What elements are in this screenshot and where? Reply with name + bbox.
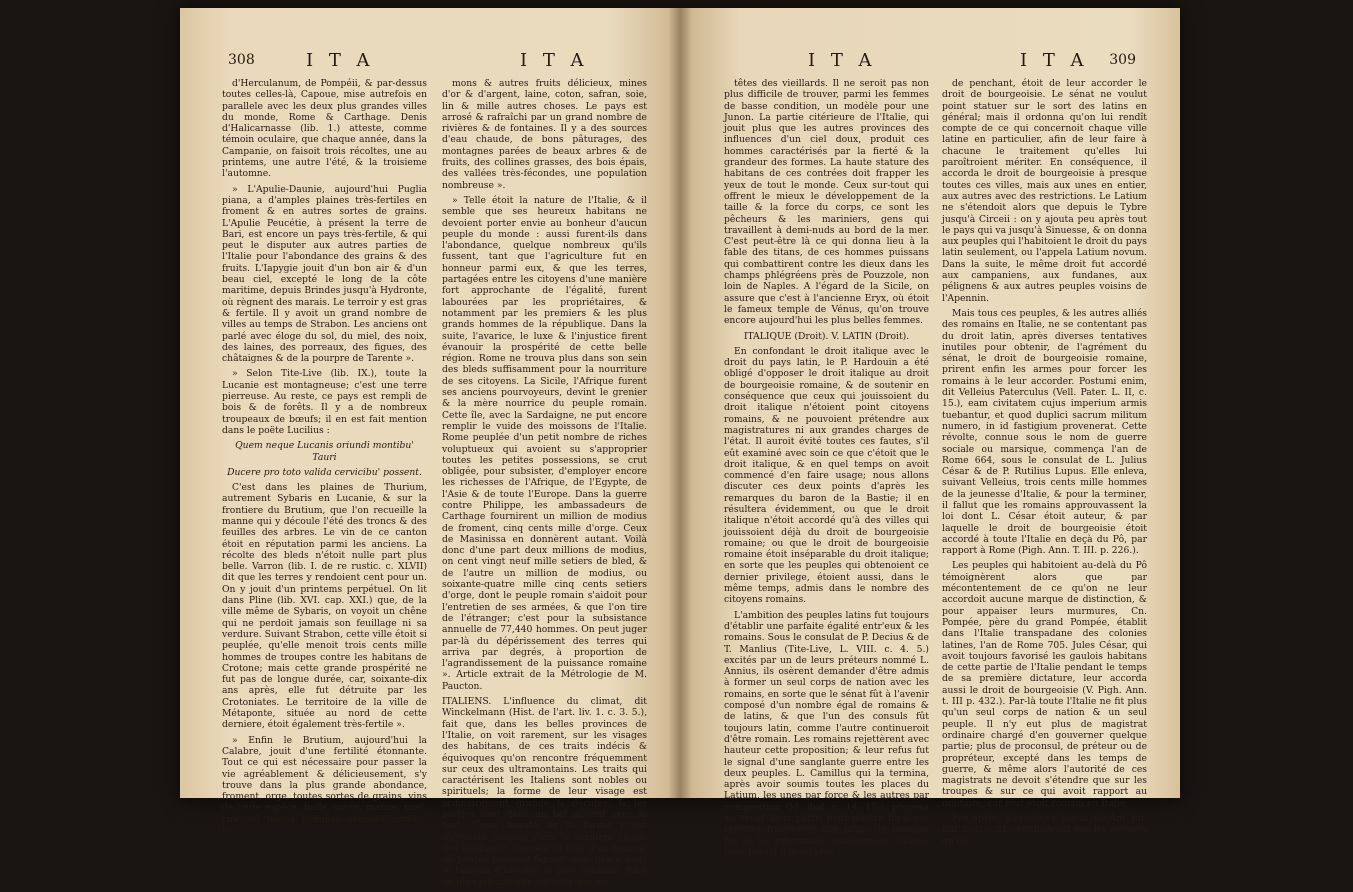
left-page-column-1 <box>222 78 427 840</box>
paragraph: En confondant le droit italique avec le droit du pays latin, le P. Hardouin a été obligé d'opposer le droit italique au droit de bourgeoisie romaine, & de soutenir en conséquence que ceux qui jouissoient du droit italique n'étoient point citoyens romains, & ne pouvoient prétendre aux magistratures ni aux grandes charges de l'état. Il auroit évité toutes ces fautes, s'il eût examiné avec soin ce que c'étoit que le droit italique, & en quel temps on avoit commencé d'en faire usage; nous allons discuter ces deux points d'après les remarques du baron de la Bastie; il en résultera évidemment, ou que le droit italique n'étoit accordé qu'à des villes qui jouissoient déjà du droit de bourgeoisie romaine; ou que le droit de bourgeoisie romaine étoit inséparable du droit italique; en sorte que les peuples qui obtenoient ce dernier privilege, étoient aussi, dans le même temps, admis dans le nombre des citoyens romains. <box>724 345 929 606</box>
paragraph: têtes des vieillards. Il ne seroit pas non plus difficile de trouver, parmi les femmes de basse condition, un modèle pour une Junon. La partie citérieure de l'Italie, qui jouit plus que les autres provinces des influences d'un ciel doux, produit ces hommes caractérisés par la fierté & la grandeur des formes. La haute stature des habitans de ces contrées doit frapper les yeux de tout le monde. Ceux sur-tout qui offrent le mieux le développement de la taille & la force du corps, ce sont les pêcheurs & les mariniers, gens qui travaillent à demi-nuds au bord de la mer. C'est peut-être là ce qui donna lieu à la fable des titans, de ces hommes puissans qui combattirent contre les dieux dans les champs phlégréens près de Pouzzole, non loin de Naples. A l'égard de la Sicile, on assure que c'est à l'ancienne Eryx, où étoit le fameux temple de Vénus, qu'on trouve encore aujourd'hui les plus belles femmes. <box>724 78 929 327</box>
entry-italiens: ITALIENS. L'influence du climat, dit Winckelmann (Hist. de l'art. liv. 1. c. 3. 5.), fait que, dans les belles provinces de l'Italie, on voit rarement, sur les visages des habitans, de ces traits indécis & équivoques qu'on rencontre fréquemment sur ceux des ultramontains. Les traits qui caractérisent les Italiens sont nobles ou spirituels; la forme de leur visage est ordinairement grande & décidée, & les parties sont dans un bel accord avec le tout. Cette beauté de la forme y est frappante jusques dans la dernière classe des habitans : souvent la tête d'un homme du peuple pourroit figurer avec grace dans le tableau d'histoire le plus sublime. Rien de plus pittoresque sur-tout que les <box>442 696 647 888</box>
paragraph: C'est dans les plaines de Thurium, autrement Sybaris en Lucanie, & sur la frontiere du Brutium, que l'on recueille la manne qui y découle l'été des troncs & des feuilles des arbres. Le vin de ce canton étoit en réputation parmi les anciens. La récolte des bleds n'étoit nulle part plus belle. Varron (lib. I. de re rustic. c. XLVII) dit que les terres y rendoient cent pour un. On y jouit d'un printems perpétuel. On lit dans Pline (lib. XVI. cap. XXI.) que, de la ville même de Sybaris, on voyoit un chêne qui ne perdoit jamais son feuillage ni sa verdure. Suivant Strabon, cette ville étoit si peuplée, qu'elle menoit trois cents mille hommes de troupes contre les habitans de Crotone; mais cette grande prospérité ne fut pas de longue durée, car, soixante-dix ans après, elle fut détruite par les Crotoniates. Le territoire de la ville de Métaponte, située au nord de cette derniere, étoit également très-fertile ». <box>222 482 427 731</box>
right-page <box>680 8 1180 858</box>
left-page <box>180 8 680 888</box>
paragraph: Mais tous ces peuples, & les autres alliés des romains en Italie, ne se contentant pas du droit latin, après diverses tentatives inutiles pour obtenir, de l'agrément du sénat, le droit de bourgeoisie romaine, prirent enfin les armes pour forcer les romains à le leur accorder. Postumi enim, dit Velleius Paterculus (Vell. Pater. L. II, c. 15.), eam civitatem cujus imperium armis tuebantur, et quod duplici sacrum militum numero, in id fastigium provenerat. Cette révolte, connue sous le nom de guerre sociale ou marsique, commença l'an de Rome 664, sous le consulat de L. Julius César & de P. Rutilius Lupus. Elle enleva, suivant Velleius, trois cents mille hommes de la jeunesse d'Italie, & pour la terminer, il fallut que les romains approuvassent la loi dont L. César étoit auteur, & par laquelle le droit de bourgeoisie étoit accordé à toute l'Italie en deçà du Pô, par rapport à Rome (Pigh. Ann. T. III. p. 226.). <box>942 307 1147 557</box>
open-book <box>180 8 1180 888</box>
paragraph: mons & autres fruits délicieux, mines d'or & d'argent, laine, coton, safran, soie, lin & mille autres choses. Le pays est arrosé & rafraîchi par un grand nombre de rivières & de fontaines. Il y a des sources d'eau chaude, de bons pâturages, des montagnes parées de beaux arbres & de fruits, des collines grasses, des bois épais, des vallées très-fécondes, une population nombreuse ». <box>442 78 647 191</box>
entry-italique-heading: ITALIQUE (Droit). V. LATIN (Droit). <box>743 330 910 342</box>
latin-quote-line: Ducere pro toto valida cervicibu' possent. <box>227 466 422 478</box>
paragraph: d'Herculanum, de Pompéii, & par-dessus toutes celles-là, Capoue, mise autrefois en parallele avec les deux plus grandes villes du monde, Rome & Carthage. Denis d'Halicarnasse (lib. 1.) atteste, comme témoin oculaire, que chaque année, dans la Campanie, on faisoit trois récoltes, une au printems, une autre l'été, & la troisieme l'automne. <box>222 78 427 180</box>
page-number: 308 <box>228 52 255 68</box>
running-head: I T A <box>520 50 589 71</box>
running-head: I T A <box>1020 50 1089 71</box>
page-number: 309 <box>1109 52 1136 68</box>
paragraph: » Telle étoit la nature de l'Italie, & il semble que ses heureux habitans ne devoient porter envie au bonheur d'aucun peuple du monde : aussi furent-ils dans l'abondance, quelque nombreux qu'ils fussent, tant que l'agriculture fut en honneur parmi eux, & que les terres, partagées entre les citoyens d'une manière fort approchante de l'égalité, furent labourées par les propriétaires, & notamment par les premiers & les plus grands hommes de la république. Dans la suite, l'avarice, le luxe & l'injustice firent évanouir la prospérité de cette belle région. Rome ne trouva plus dans son sein des bleds suffisamment pour la nourriture de ses citoyens. La Sicile, l'Afrique furent ses anciens pourvoyeurs, devint le grenier & la mère nourrice du peuple romain. Cette île, avec la Sardaigne, ne put encore remplir le vuide des moissons de l'Italie. Rome peuplée d'un petit nombre de riches voluptueux qui avoient su s'approprier toutes les petites possessions, se crut obligée, pour subsister, d'employer encore les richesses de l'Afrique, de l'Egypte, de l'Asie & de toute l'Europe. Dans la guerre contre Philippe, les ambassadeurs de Carthage fournirent un million de modius de froment, cinq cents mille d'orge. Ceux de Masinissa en donnèrent autant. Voilà donc d'une part deux millions de modius, on cent vingt neuf mille setiers de bled, & de l'autre un million de modius, ou soixante-quatre mille cinq cents setiers d'orge, dont le peuple romain s'aidoit pour l'entretien de ses armées, & que l'on tire de l'étranger; c'est pour la subsistance annuelle de 77,440 hommes. On peut juger par-là du dépérissement des terres qui arriva par degrés, à proportion de l'agrandissement de la puissance romaine ». Article extrait de la Métrologie de M. Paucton. <box>442 194 647 692</box>
right-page-column-1 <box>724 78 929 862</box>
paragraph: Les peuples qui habitoient au-delà du Pô témoignèrent alors que par mécontentement de ce qu'on ne leur accordoit aucune marque de distinction, & pour appaiser leurs murmures, Cn. Pompée, père du grand Pompée, établit dans l'Italie transpadane des colonies latines, l'an de Rome 705. Jules César, qui avoit toujours favorisé les gaulois habitans de cette partie de l'Italie pendant le temps de sa première dictature, leur accorda aussi le droit de bourgeoisie (V. Pigh. Ann. t. III p. 432.). Par-là toute l'Italie ne fit plus qu'un seul corps de nation & un seul peuple. Il n'y eut plus de magistrat ordinaire chargé d'en gouverner quelque partie; plus de proconsul, de préteur ou de propréteur, excepté dans les temps de guerre, & même alors l'autorité de ces magistrats ne devoit s'étendre que sur les troupes & sur ce qui avoit rapport au militaire, car tout étoit romain en Italie. <box>942 560 1147 809</box>
paragraph: Peu après, Auguste (V. Sigon. de Ant. jur. ital. L. I. c. 21.) confidérant que les revenus qu'on <box>942 813 1147 847</box>
paragraph: » Enfin le Brutium, aujourd'hui la Calabre, jouit d'une fertilité étonnante. Tout ce qui est nécessaire pour passer la vie agréablement & délicieusement, s'y trouve dans la plus grande abondance, froment, orge, toutes sortes de grains, vins de toute espèce, huile, sucre, manne, miel, cire, sel, figues, pommes, oranges, citrons, li- <box>222 734 427 836</box>
paragraph: de penchant, étoit de leur accorder le droit de bourgeoisie. Le sénat ne voulut point statuer sur le sort des latins en général; mais il ordonna qu'on lui rendît compte de ce qui concernoit chaque ville latine en particulier, afin de leur faire à chacune le traitement qu'elles lui paroîtroient mériter. En conséquence, il accorda le droit de bourgeoisie à presque toutes ces villes, mais aux unes en entier, aux autres avec des restrictions. Le Latium ne s'étendoit alors que depuis le Tybre jusqu'à Circeii : on y ajouta peu après tout le pays qui va jusqu'à Sinuesse, & on donna aux peuples qui l'habitoient le droit du pays latin seulement, ou l'appela Latium novum. Dans la suite, le même droit fut accordé aux campaniens, aux fundanes, aux pélignens & aux autres peuples voisins de l'Apennin. <box>942 78 1147 304</box>
right-page-column-2 <box>942 78 1147 851</box>
left-page-header <box>220 50 640 72</box>
paragraph: » Selon Tite-Live (lib. IX.), toute la Lucanie est montagneuse; c'est une terre pierreuse. Au reste, ce pays est rempli de bois & de forêts. Il y a de nombreux troupeaux de bœufs; il en est fait mention dans le poëte Lucilius : <box>222 368 427 436</box>
paragraph: » L'Apulie-Daunie, aujourd'hui Puglia piana, a d'amples plaines très-fertiles en froment & en autres sortes de grains. L'Apulie Peucétie, à présent la terre de Bari, est encore un pays très-fertile, & qui peut le disputer aux autres parties de l'Italie pour l'abondance des grains & des fruits. L'Iapygie jouit d'un bon air & d'un beau ciel, excepté le long de la côte maritime, depuis Brindes jusqu'à Hydronte, où règnent des marais. Le terroir y est gras & fertile. Il y avoit un grand nombre de villes au temps de Strabon. Les anciens ont parlé avec éloge du sol, du miel, des noix, des laines, des porreaux, des figues, des châtaignes & de la pourpre de Tarente ». <box>222 183 427 365</box>
running-head: I T A <box>306 50 375 71</box>
paragraph: L'ambition des peuples latins fut toujours d'établir une parfaite égalité entr'eux & les romains. Sous le consulat de P. Decius & de T. Manlius (Tite-Live, L. VIII. c. 4. 5.) excités par un de leurs préteurs nommé L. Annius, ils osèrent demander d'être admis à former un seul corps de nation avec les romains, en sorte que le sénat fût à l'avenir composé d'un nombre égal de romains & de latins, & que l'un des consuls fût toujours latin, comme l'autre continueroit d'être romain. Les romains rejettèrent avec hauteur cette proposition; & leur refus fut le signal d'une sanglante guerre entre les deux peuples. L. Camillus qui la termina, après avoir soumis toutes les places du Latium, les unes par force & les autres par composition (Id. ibid. c. 14. 15.), proposa au sénat deux partis pour mettre fin à ces révoltes fréquentes des latins; le premier fut de les exterminer entièrement; l'autre, pour lequel il avoit plus <box>724 609 929 858</box>
running-head: I T A <box>808 50 877 71</box>
left-page-column-2 <box>442 78 647 892</box>
latin-quote-line: Quem neque Lucanis oriundi montibu' Tauri <box>235 440 414 463</box>
right-page-header <box>720 50 1140 72</box>
